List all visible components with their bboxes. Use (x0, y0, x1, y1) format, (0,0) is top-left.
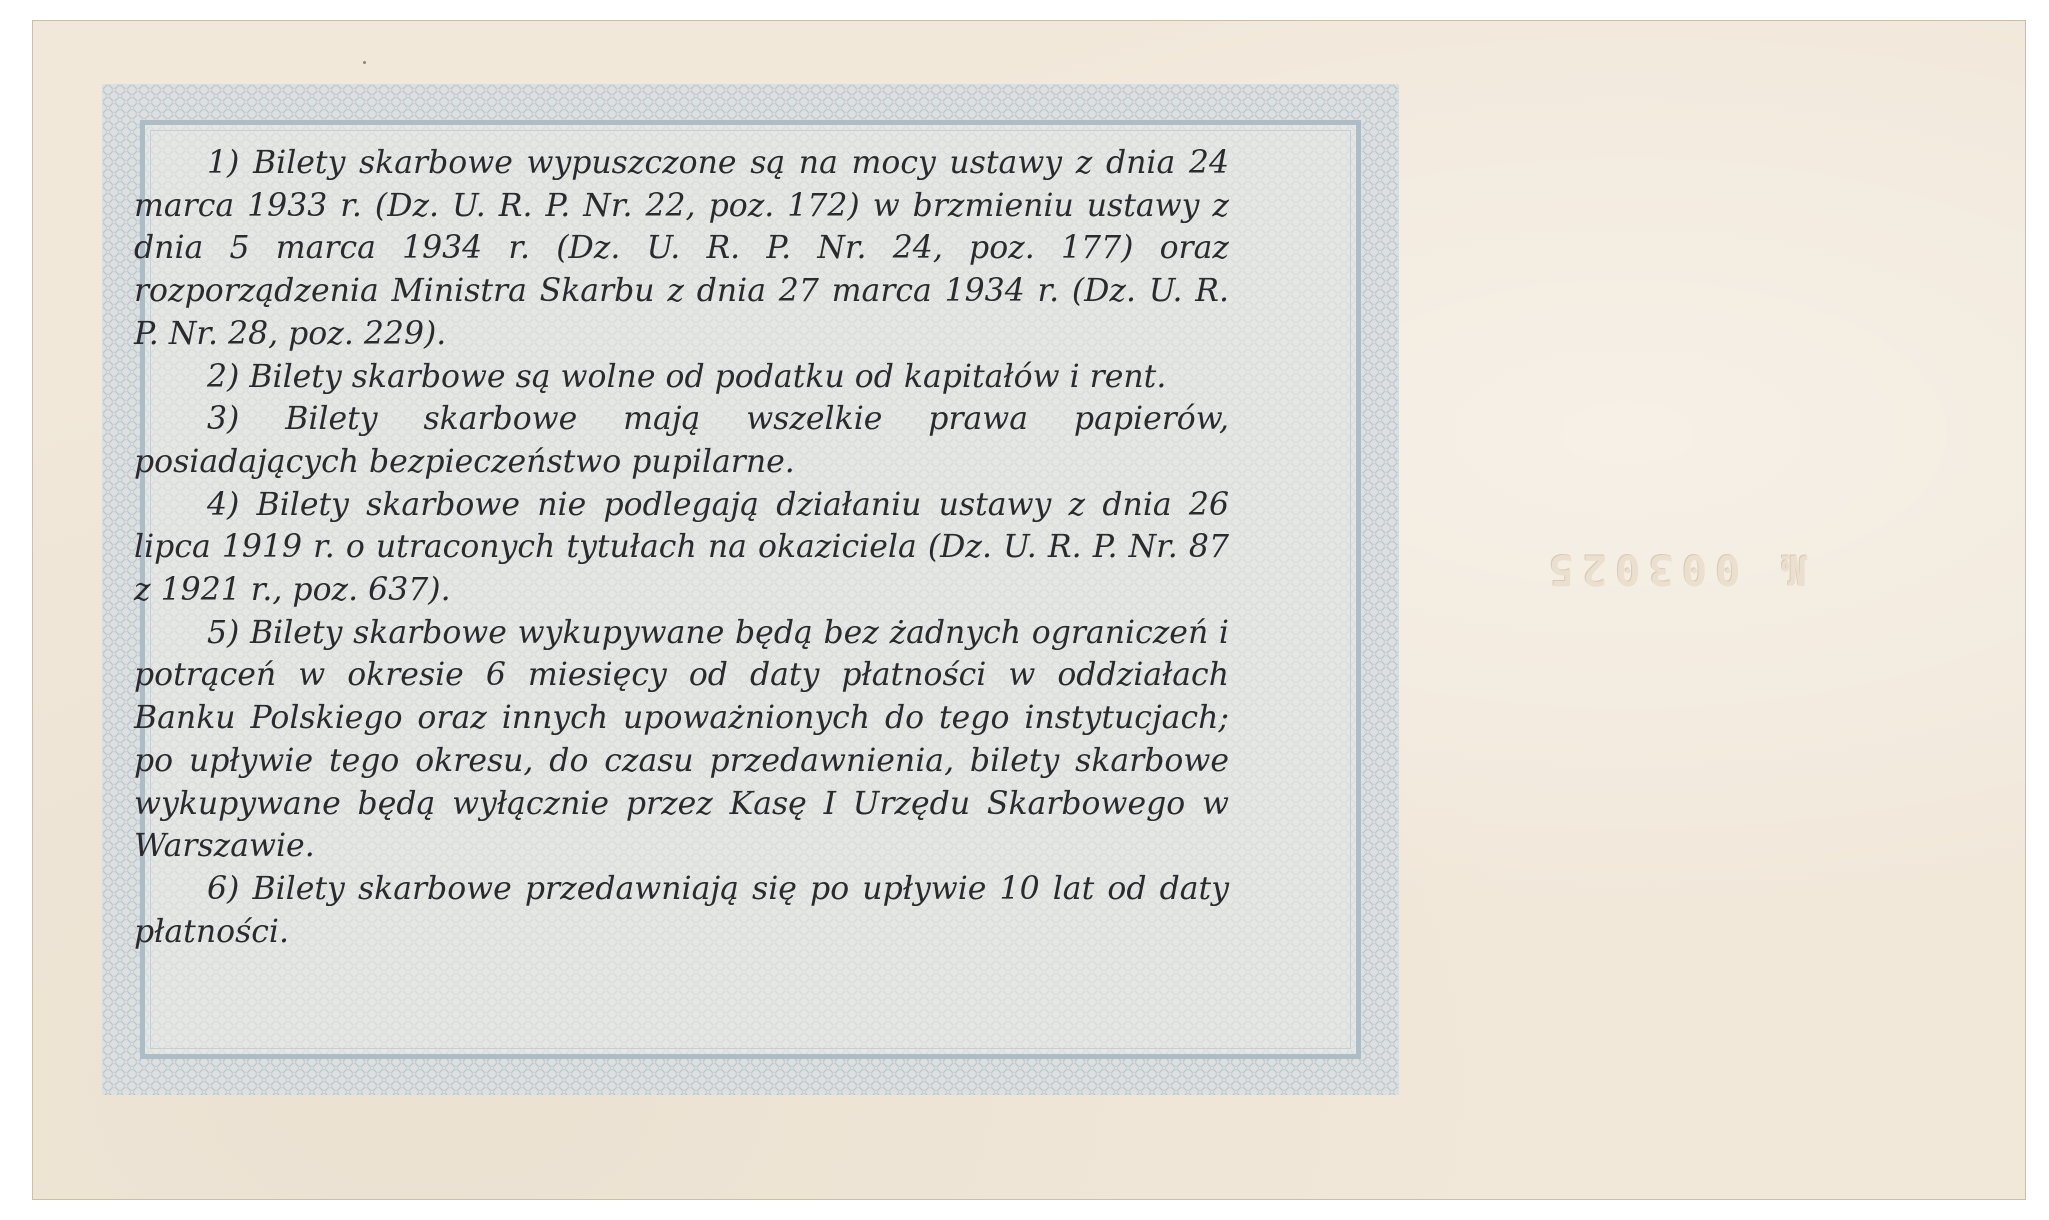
clause-1: 1) Bilety skarbowe wypuszczone są na mocy ustawy z dnia 24 marca 1933 r. (Dz. U. R. P. Nr. 22, poz. 172) w brzmieniu ustawy z dnia 5 marca 1934 r. (Dz. U. R. P. Nr. 24, poz. 177) oraz rozporządzenia Ministra Skarbu z dnia 27 marca 1934 r. (Dz. U. R. P. Nr. 28, poz. 229). (134, 145, 1229, 352)
treasury-bill-reverse (32, 20, 2026, 1200)
clause-6: 6) Bilety skarbowe przedawniają się po upływie 10 lat od daty płatności. (134, 870, 1229, 950)
clause-3: 3) Bilety skarbowe mają wszelkie prawa papierów, posiadających bezpieczeństwo pupilarne. (134, 401, 1229, 480)
clause-4: 4) Bilety skarbowe nie podlegają działaniu ustawy z dnia 26 lipca 1919 r. o utraconych tytułach na okaziciela (Dz. U. R. P. Nr. 87 z 1921 r., poz. 637). (134, 486, 1229, 609)
clause-2: 2) Bilety skarbowe są wolne od podatku od kapitałów i rent. (207, 358, 1167, 395)
clause-5: 5) Bilety skarbowe wykupywane będą bez żadnych ograniczeń i potrąceń w okresie 6 miesięcy od daty płatności w oddziałach Banku Polskiego oraz innych upoważnionych do tego instytucjach; po upływie tego okresu, do czasu przedawnienia, bilety skarbowe wykupywane będą wyłącznie przez Kasę I Urzędu Skarbowego w Warszawie. (134, 614, 1229, 865)
paper-speck (363, 61, 366, 64)
terms-text-block (134, 142, 1229, 953)
serial-number-impression: № 003025 (1540, 545, 1808, 595)
